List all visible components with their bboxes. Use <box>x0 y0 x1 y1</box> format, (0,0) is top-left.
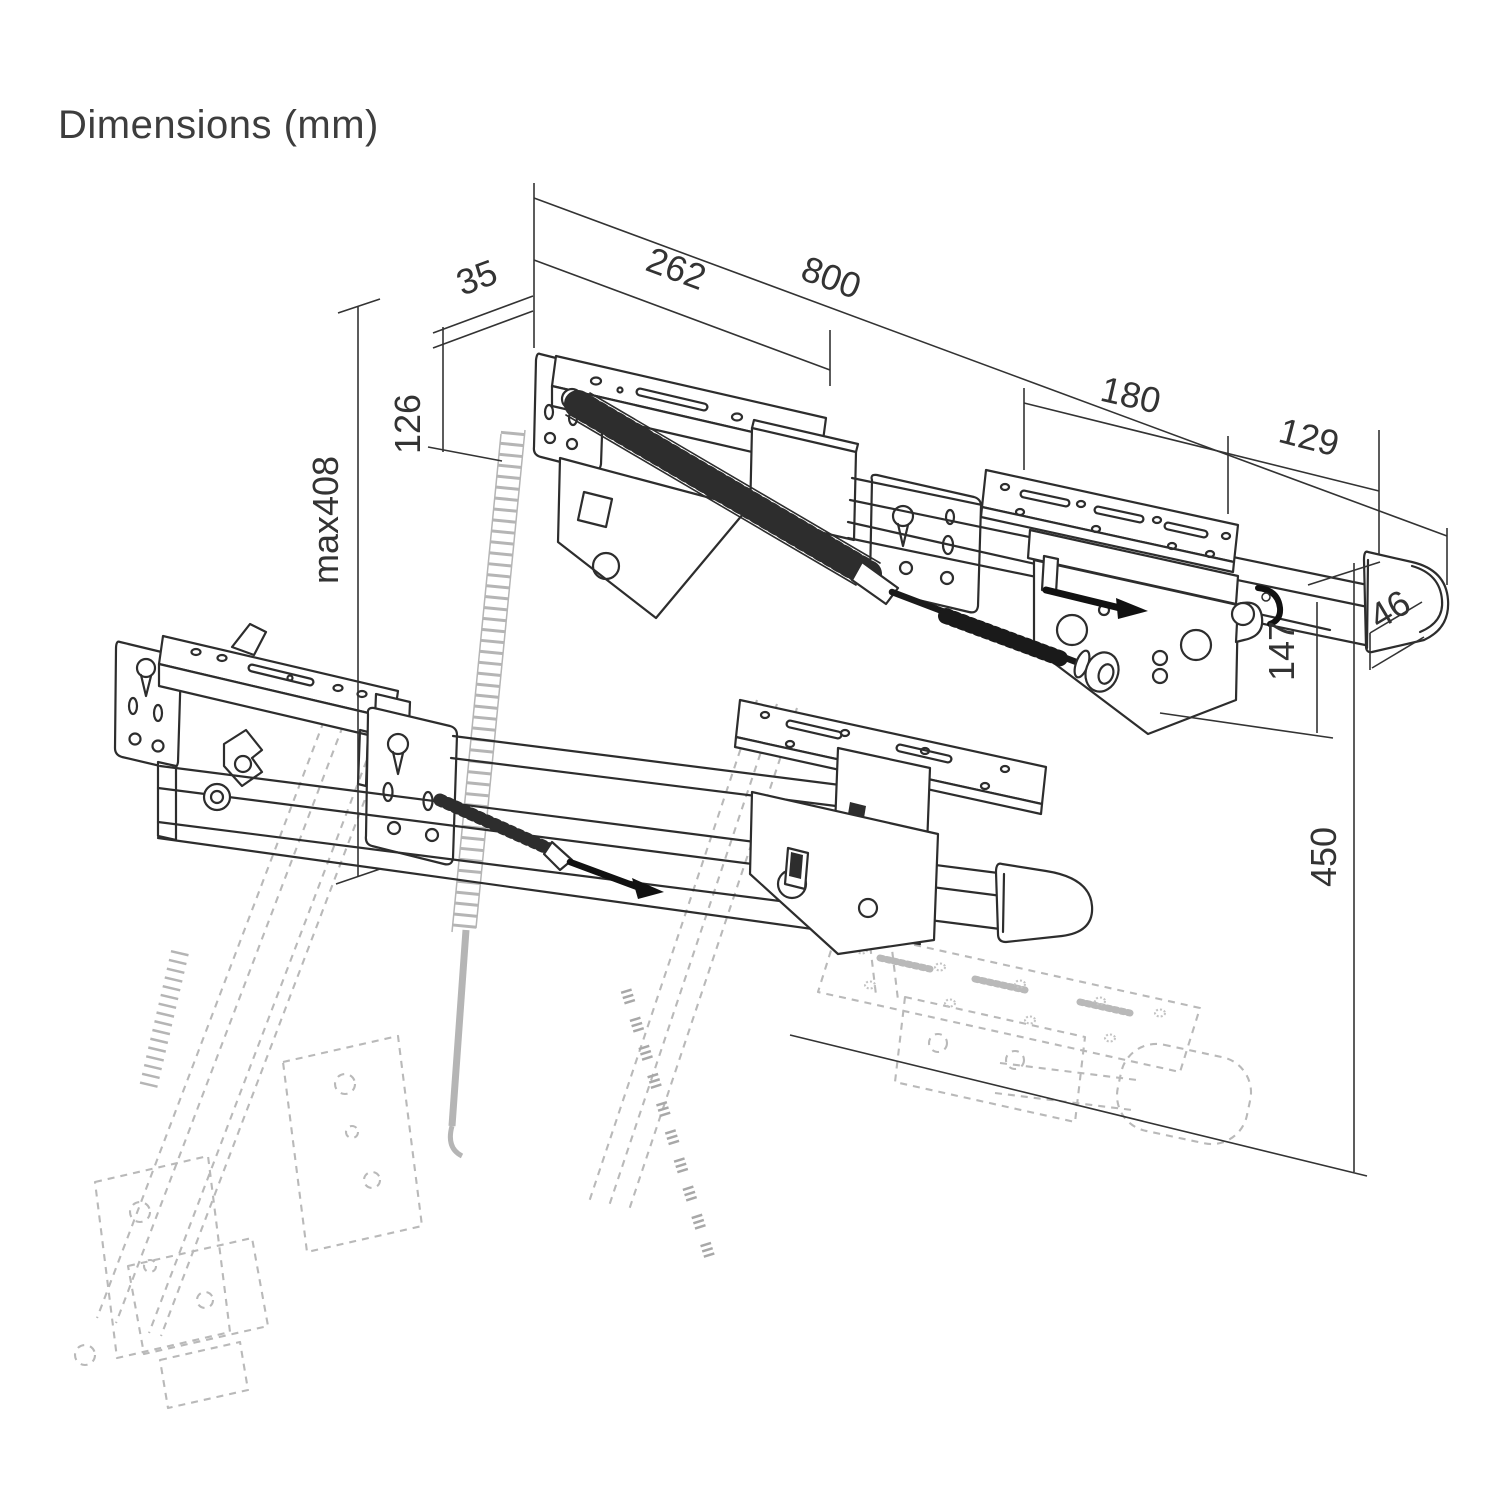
dim-label-800: 800 <box>796 247 867 307</box>
dim-label-126: 126 <box>387 393 428 455</box>
dim-label-262: 262 <box>641 238 712 298</box>
dim-label-147: 147 <box>1261 620 1302 682</box>
page-title: Dimensions (mm) <box>58 103 379 147</box>
dim-label-max408: max408 <box>305 455 346 585</box>
mechanism-drawing <box>115 354 1448 954</box>
dim-label-35: 35 <box>450 251 503 304</box>
dim-label-129: 129 <box>1274 409 1344 465</box>
dim-label-46: 46 <box>1361 581 1418 638</box>
dim-label-180: 180 <box>1096 368 1165 422</box>
ghost-lowered-mechanism <box>75 697 1258 1408</box>
dim-label-450: 450 <box>1303 826 1344 888</box>
